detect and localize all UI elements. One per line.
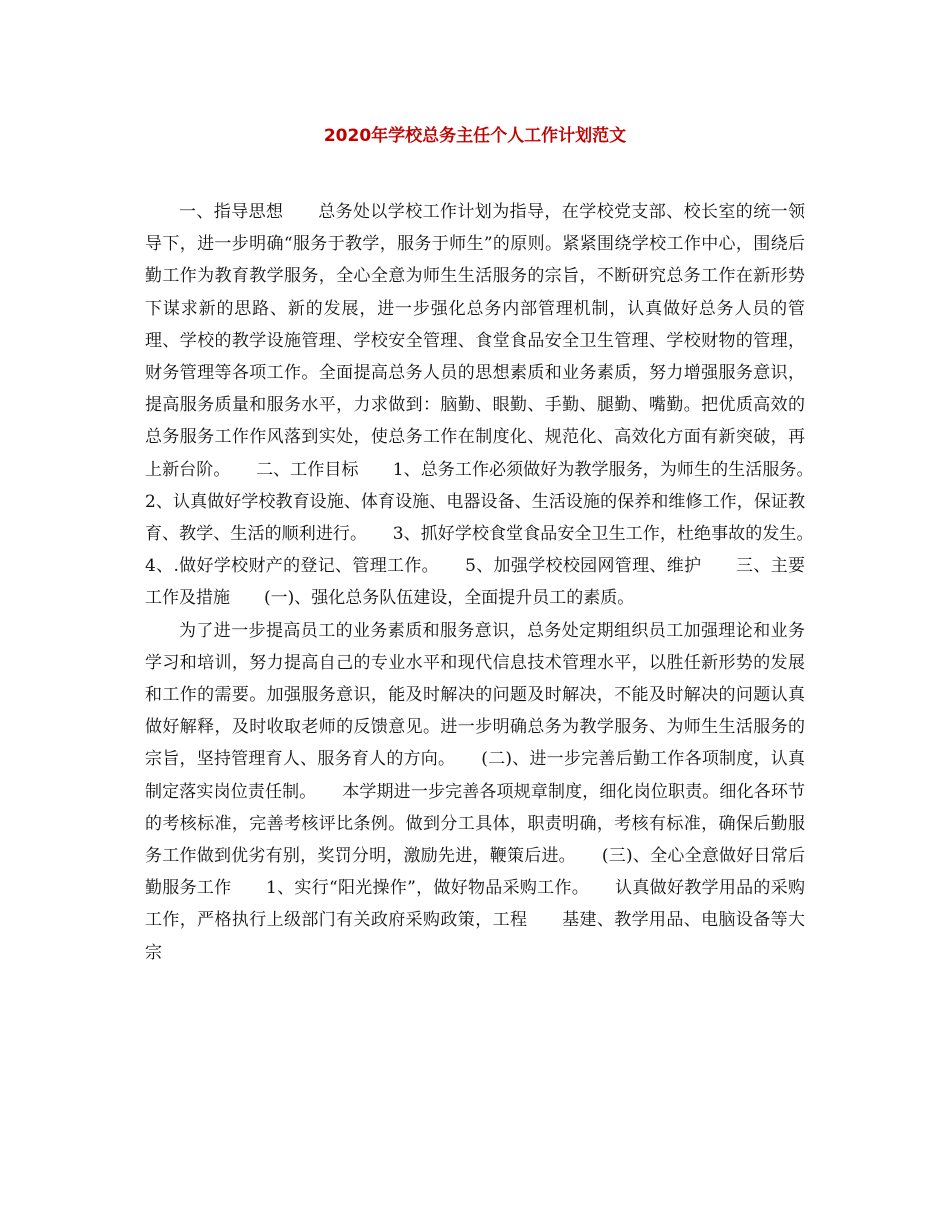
- document-body: [145, 196, 839, 969]
- body-paragraph-2: 为了进一步提高员工的业务素质和服务意识，总务处定期组织员工加强理论和业务学习和培训，努力提高自己的专业水平和现代信息技术管理水平，以胜任新形势的发展和工作的需要。加强服务意识，能及时解决的问题及时解决，不能及时解决的问题认真做好解释，及时收取老师的反馈意见。进一步明确总务为教学服务、为师生生活服务的宗旨，坚持管理育人、服务育人的方向。 (二)、进一步完善后勤工作各项制度，认真制定落实岗位责任制。 本学期进一步完善各项规章制度，细化岗位职责。细化各环节的考核标准，完善考核评比条例。做到分工具体，职责明确，考核有标准，确保后勤服务工作做到优劣有别，奖罚分明，激励先进，鞭策后进。 (三)、全心全意做好日常后勤服务工作 1、实行“阳光操作”，做好物品采购工作。 认真做好教学用品的采购工作，严格执行上级部门有关政府采购政策，工程 基建、教学用品、电脑设备等大宗: [145, 620, 805, 963]
- document-title: 2020年学校总务主任个人工作计划范文: [323, 126, 627, 146]
- body-paragraph-1: 一、指导思想 总务处以学校工作计划为指导，在学校党支部、校长室的统一领导下，进一步明确“服务于教学，服务于师生”的原则。紧紧围绕学校工作中心，围绕后勤工作为教育教学服务，全心全意为师生生活服务的宗旨，不断研究总务工作在新形势下谋求新的思路、新的发展，进一步强化总务内部管理机制，认真做好总务人员的管理、学校的教学设施管理、学校安全管理、食堂食品安全卫生管理、学校财物的管理，财务管理等各项工作。全面提高总务人员的思想素质和业务素质，努力增强服务意识，提高服务质量和服务水平，力求做到：脑勤、眼勤、手勤、腿勤、嘴勤。把优质高效的总务服务工作作风落到实处，使总务工作在制度化、规范化、高效化方面有新突破，再上新台阶。 二、工作目标 1、总务工作必须做好为教学服务，为师生的生活服务。 2、认真做好学校教育设施、体育设施、电器设备、生活设施的保养和维修工作，保证教育、教学、生活的顺利进行。 3、抓好学校食堂食品安全卫生工作，杜绝事故的发生。 4、.做好学校财产的登记、管理工作。 5、加强学校校园网管理、维护 三、主要工作及措施 (一)、强化总务队伍建设，全面提升员工的素质。: [145, 202, 839, 609]
